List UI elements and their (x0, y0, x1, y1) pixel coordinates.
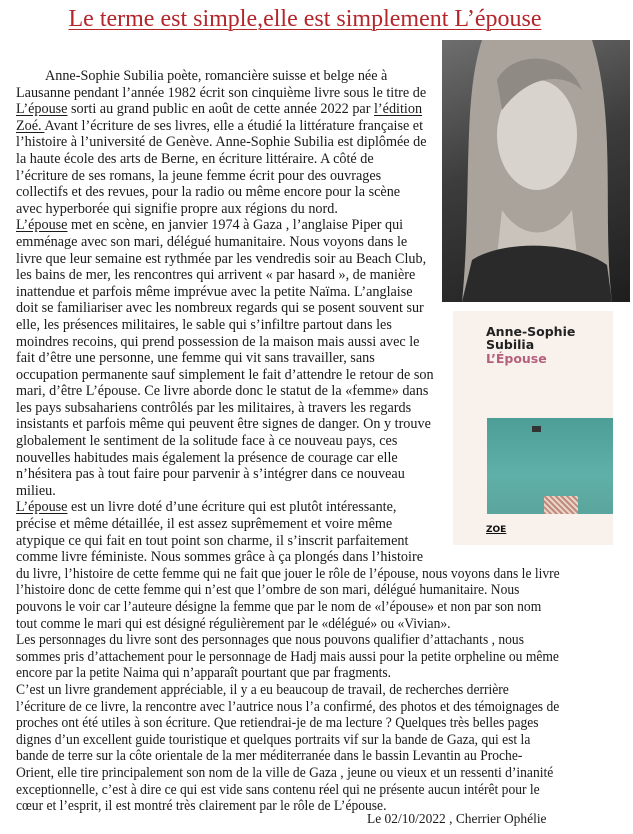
text-line (16, 782, 560, 799)
text-line (16, 649, 560, 666)
text-segment: cœur et l’esprit, il est montré très clairement par le rôle de L’épouse. (16, 798, 387, 815)
text-segment: doit se familiariser avec les nombreux regards qui se posent souvent sur (16, 300, 424, 317)
cover-image-box (544, 496, 578, 514)
text-segment: fait d’être une personne, une femme qui vit sans travailler, sans (16, 350, 375, 367)
text-segment: emménage avec son mari, délégué humanitaire. Nous voyons dans le (16, 233, 408, 250)
text-segment: les pays subsahariens contrôlés par les militaires, à travers les regards (16, 399, 412, 416)
cover-author (486, 325, 575, 351)
text-segment: proches ont été utiles à son écriture. Que retiendrai-je de ma lecture ? Quelques très belles pages (16, 715, 539, 732)
underlined-title: L’épouse (16, 217, 68, 234)
text-line (16, 715, 560, 732)
text-line (16, 682, 560, 699)
text-segment: moindres recoins, qui prend possession de la maison mais aussi avec le (16, 333, 420, 350)
text-segment: insistants et parfois même qui peuvent être signes de danger. On y trouve (16, 416, 431, 433)
text-line (16, 549, 585, 566)
text-segment: Les personnages du livre sont des personnages que nous pouvons qualifier d’attachants , nous (16, 632, 524, 649)
text-segment: l’écriture de ce livre, la rencontre avec l’autrice nous l’a confirmé, des photos et des témoignages de (16, 698, 560, 715)
text-line (16, 566, 560, 583)
text-segment: milieu. (16, 482, 56, 499)
text-segment: tout comme le mari qui est désigné régulièrement par le «délégué» ou «Vivian». (16, 615, 451, 632)
text-segment: bande de terre sur la côte orientale de la mer méditerranée dans le bassin Levantin au Proche- (16, 748, 523, 765)
text-segment: globalement le sentiment de la solitude face à ce nouveau pays, ces (16, 433, 398, 450)
text-segment: Avant l’écriture de ses livres, elle a étudié la littérature française et (44, 117, 424, 134)
text-segment: l’écriture de ses romans, la jeune femme écrit pour des ouvrages (16, 167, 382, 184)
text-segment: Lausanne pendant l’année 1982 écrit son cinquième livre sous le titre de (16, 84, 427, 101)
text-segment: Anne-Sophie Subilia poète, romancière suisse et belge née à (45, 68, 388, 84)
text-segment: sommes pris d’attachement pour le personnage de Hadj mais aussi pour la petite orpheline ou même (16, 648, 559, 665)
text-line (16, 699, 560, 716)
text-segment: livre que leur semaine est rythmée par les vendredis soir au Beach Club, (16, 250, 427, 267)
text-segment: la haute école des arts de Berne, en écriture littéraire. A côté de (16, 150, 374, 167)
text-line (16, 748, 560, 765)
text-segment: l’histoire à l’université de Genève. Anne-Sophie Subilia est diplômée de (16, 134, 427, 151)
book-cover (453, 311, 613, 545)
text-segment: dignes d’un excellent guide touristique et quelques portraits vif sur la bande de Gaza, qui est la (16, 731, 531, 748)
text-segment: collectifs et des revues, pour la radio ou même encore pour la scène (16, 184, 401, 201)
text-segment: les bains de mer, les rencontres qui arrivent « par hasard », de manière (16, 267, 416, 284)
text-segment: pouvons le voir car l’auteure désigne la femme que par le nom de «l’épouse» et non par son nom (16, 599, 542, 615)
cover-author-last: Subilia (486, 337, 535, 352)
text-segment: sorti au grand public en août de cette année 2022 par (67, 101, 374, 118)
underlined-title: L’épouse (16, 101, 68, 118)
text-line (16, 732, 560, 749)
text-segment: précise et même détaillée, il est assez suprêmement et voire même (16, 516, 393, 533)
text-segment: l’histoire donc de cette femme qui n’est que l’ombre de son mari, délégué humanitaire. Nous (16, 582, 520, 599)
signature: Le 02/10/2022 , Cherrier Ophélie (367, 812, 547, 827)
text-line (16, 665, 560, 682)
text-segment: exceptionnelle, c’est à dire ce qui est vide sans contenu réel qui ne présente aucun intérêt pour le (16, 781, 540, 798)
cover-image (487, 418, 613, 514)
text-segment: est un livre doté d’une écriture qui est plutôt intéressante, (67, 499, 397, 516)
underlined-title: L’épouse (16, 499, 68, 516)
text-segment: met en scène, en janvier 1974 à Gaza , l’anglaise Piper qui (67, 217, 404, 234)
text-line (16, 632, 560, 649)
text-segment: nouvelles habitudes mais également la présence de courage car elle (16, 449, 398, 466)
text-segment: n’hésitera pas à tout faire pour parvenir à s’intégrer dans ce nouveau (16, 466, 405, 483)
cover-publisher-logo: ZOE (486, 525, 507, 535)
cover-author-first: Anne-Sophie (486, 324, 576, 339)
text-segment: avec hyperborée qui signifie propre aux régions du nord. (16, 200, 338, 217)
text-segment: C’est un livre grandement appréciable, il y a eu beaucoup de travail, de recherches derrière (16, 681, 509, 698)
text-segment: occupation permanente sauf simplement le fait d’attendre le retour de son (16, 366, 434, 383)
text-segment: elle, les présences militaires, le sable qui s’infiltre partout dans les (16, 316, 392, 333)
text-line (16, 582, 560, 599)
text-line (16, 616, 560, 633)
text-segment: encore par la petite Naima qui n’apparaît pourtant que par fragments. (16, 665, 392, 682)
text-segment: atypique ce qui fait en tout point son charme, il s’inscrit parfaitement (16, 532, 409, 549)
cover-image-frame (532, 426, 541, 432)
underlined-title: Zoé. (16, 117, 45, 134)
text-segment: mari, d’être L’épouse. Ce livre aborde donc le statut de la «femme» dans (16, 383, 429, 400)
portrait-image-icon (442, 40, 630, 302)
text-segment: du livre, l’histoire de cette femme qui ne fait que jouer le rôle de l’épouse, nous voyons dans le livre (16, 565, 560, 582)
text-segment: comme livre féministe. Nous sommes grâce à ça plongés dans l’histoire (16, 549, 423, 566)
text-line (16, 599, 560, 616)
article-title: Le terme est simple,elle est simplement L’épouse (68, 6, 542, 32)
text-segment: inattendue et parfois même imprévue avec la petite Naïma. L’anglaise (16, 283, 413, 300)
cover-book-title: L’Épouse (486, 351, 547, 366)
underlined-title: l’édition (373, 101, 423, 118)
text-segment: Orient, elle tire principalement son nom de la ville de Gaza , jeune ou vieux et un ressenti d’inanité (16, 764, 554, 781)
text-line (16, 765, 560, 782)
author-portrait-photo (442, 40, 630, 302)
